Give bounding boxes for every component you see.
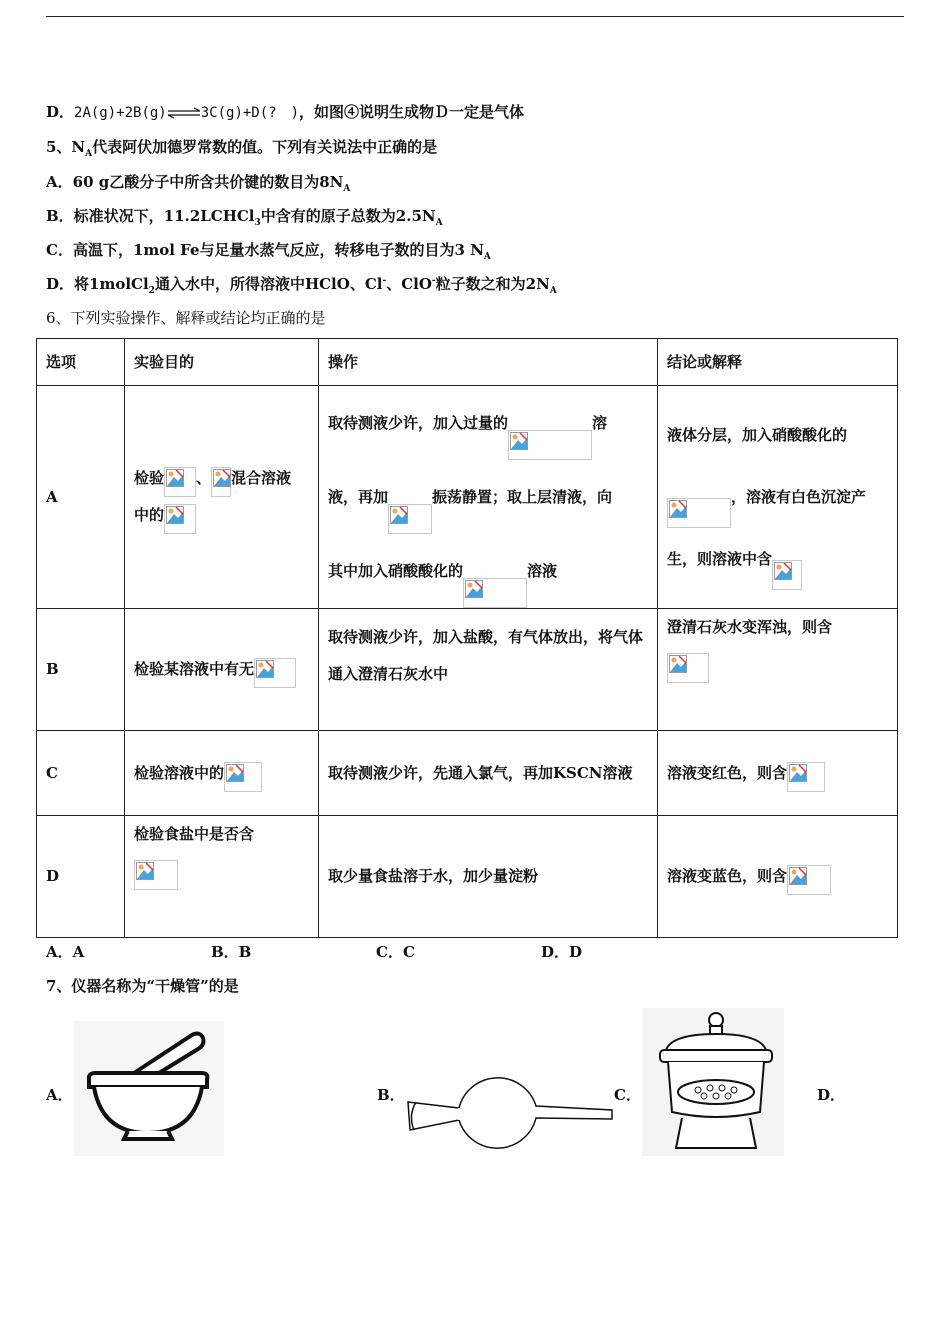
broken-image-glyph-icon [136,862,154,880]
header-operation: 操作 [319,339,658,386]
broken-image-icon [254,658,296,688]
drying-tube-icon [404,1072,614,1158]
row-d-conclusion: 溶液变蓝色，则含 [658,816,898,938]
table-row [37,816,898,938]
row-a-conclusion: 液体分层，加入硝酸酸化的 ，溶液有白色沉淀产 生，则溶液中含 [658,386,898,609]
q5-option-a: A．60 g乙酸分子中所含共价键的数目为$8N_A$ [46,173,351,194]
choice-c[interactable]: C．C [376,943,415,961]
choice-b[interactable]: B．B [211,943,252,961]
row-d-option: D [37,816,125,938]
row-a-purpose: 检验 、 混合溶液 中的 [125,386,319,609]
broken-image-glyph-icon [213,469,231,487]
q5-option-b: B．标准状况下，11.2LCHCl$_3$中含有的原子总数为$2.5N_A$ [46,207,443,228]
row-d-purpose: 检验食盐中是否含 [125,816,319,938]
row-b-option: B [37,609,125,731]
broken-image-icon [772,560,802,590]
choice-a[interactable]: A．A [46,943,85,961]
row-c-conclusion: 溶液变红色，则含 [658,731,898,816]
broken-image-icon [164,467,196,497]
row-a-option: A [37,386,125,609]
choice-d[interactable]: D．D [541,943,583,961]
broken-image-icon [211,467,231,497]
broken-image-glyph-icon [465,580,483,598]
broken-image-glyph-icon [669,655,687,673]
row-b-purpose: 检验某溶液中有无 [125,609,319,731]
row-c-purpose: 检验溶液中的 [125,731,319,816]
broken-image-icon [787,865,831,895]
table-row [37,386,898,609]
q7-label-b[interactable]: B． [377,1086,405,1104]
broken-image-icon [508,430,592,460]
q5-option-c: C．高温下，1mol Fe与足量水蒸气反应，转移电子数的目为3 $N_A$ [46,241,491,262]
broken-image-glyph-icon [166,506,184,524]
broken-image-icon [388,504,432,534]
row-d-operation: 取少量食盐溶于水，加少量淀粉 [319,816,658,938]
table-row [37,609,898,731]
broken-image-glyph-icon [510,432,528,450]
desiccator-icon [642,1008,784,1156]
q6-stem: 6、下列实验操作、解释或结论均正确的是 [46,309,326,327]
broken-image-glyph-icon [390,506,408,524]
table-header-row [37,339,898,386]
broken-image-icon [463,578,527,608]
header-option: 选项 [37,339,125,386]
header-rule [46,16,904,17]
mortar-pestle-icon [74,1021,224,1156]
broken-image-glyph-icon [789,764,807,782]
broken-image-glyph-icon [774,562,792,580]
broken-image-icon [224,762,262,792]
row-b-conclusion: 澄清石灰水变浑浊，则含 [658,609,898,731]
row-c-operation: 取待测液少许，先通入氯气，再加KSCN溶液 [319,731,658,816]
q5-option-d: D．将1molCl$_2$通入水中，所得溶液中HClO、Cl-、ClO-粒子数之和为$2N_A$ [46,275,557,296]
broken-image-glyph-icon [256,660,274,678]
row-a-operation: 取待测液少许，加入过量的 溶 液，再加 振荡静置；取上层清液，向 其中加入硝酸酸化的 溶液 [319,386,658,609]
table-row [37,731,898,816]
q5-stem: 5、$N_A$代表阿伏加德罗常数的值。下列有关说法中正确的是 [46,138,438,159]
broken-image-icon [667,653,709,683]
q4-d-text: ，如图④说明生成物Ｄ一定是气体 [299,103,525,121]
q7-stem: 7、仪器名称为“干燥管”的是 [46,977,239,995]
broken-image-icon [164,504,196,534]
q4-d-eq-left: 2A(g)+2B(g) [74,105,167,121]
q7-label-c[interactable]: C． [614,1086,641,1104]
broken-image-glyph-icon [166,469,184,487]
broken-image-icon [134,860,178,890]
q7-label-a[interactable]: A． [46,1086,73,1104]
header-purpose: 实验目的 [125,339,319,386]
q4-option-d [46,101,524,122]
row-b-operation: 取待测液少许，加入盐酸，有气体放出，将气体通入澄清石灰水中 [319,609,658,731]
broken-image-icon [787,762,825,792]
q4-d-eq-right: 3C(g)+D(? ) [200,105,300,121]
broken-image-glyph-icon [226,764,244,782]
experiment-table [36,338,898,938]
broken-image-icon [667,498,731,528]
equilibrium-arrow-icon [167,107,201,119]
row-c-option: C [37,731,125,816]
header-conclusion: 结论或解释 [658,339,898,386]
broken-image-glyph-icon [669,500,687,518]
q7-label-d[interactable]: D． [817,1086,846,1104]
broken-image-glyph-icon [789,867,807,885]
q4-d-prefix: D． [46,103,75,121]
